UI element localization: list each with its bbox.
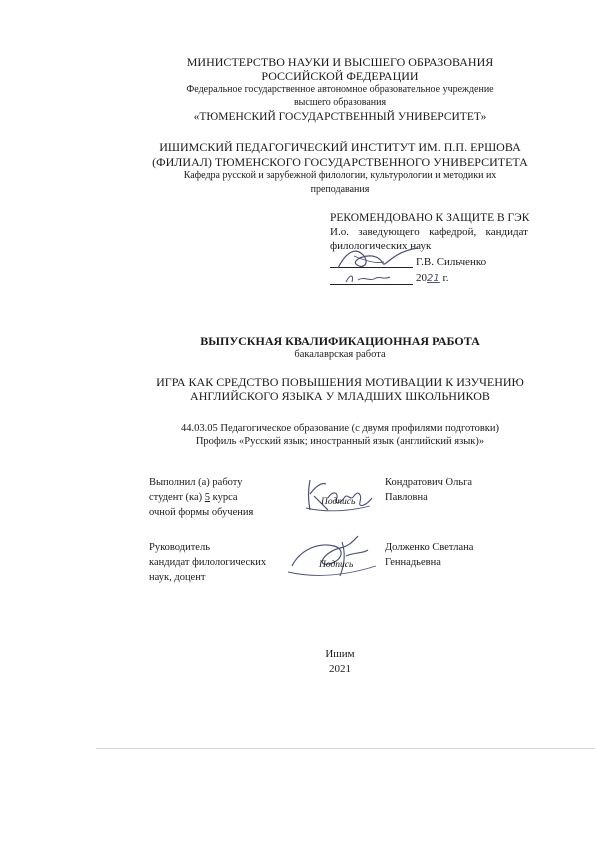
supervisor-signature-caption: Подпись	[319, 560, 354, 570]
department-line-2: преподавания	[310, 184, 370, 195]
supervisor-label-line-1: Руководитель	[149, 542, 210, 553]
program-line-2: Профиль «Русский язык; иностранный язык (английский язык)»	[195, 436, 485, 447]
author-label-line-3: очной формы обучения	[149, 507, 254, 518]
supervisor-name-line-1: Долженко Светлана	[385, 542, 474, 553]
author-name-line-2: Павловна	[385, 492, 428, 503]
ministry-line-2: РОССИЙСКОЙ ФЕДЕРАЦИИ	[261, 69, 419, 83]
work-title-line-2: АНГЛИЙСКОГО ЯЗЫКА У МЛАДШИХ ШКОЛЬНИКОВ	[190, 389, 490, 403]
work-title-line-1: ИГРА КАК СРЕДСТВО ПОВЫШЕНИЯ МОТИВАЦИИ К ИЗУЧЕНИЮ	[156, 375, 524, 389]
institute-line-2: (ФИЛИАЛ) ТЮМЕНСКОГО ГОСУДАРСТВЕННОГО УНИВЕРСИТЕТА	[152, 155, 528, 169]
author-signature-image	[300, 472, 376, 516]
author-label-suffix: курса	[212, 492, 238, 503]
approval-year-handwritten: 21	[427, 273, 440, 284]
supervisor-label-line-3: наук, доцент	[149, 572, 206, 583]
supervisor-signature-image	[284, 532, 384, 584]
university-name: «ТЮМЕНСКИЙ ГОСУДАРСТВЕННЫЙ УНИВЕРСИТЕТ»	[193, 111, 487, 123]
author-label-line-1: Выполнил (а) работу	[149, 477, 243, 488]
approval-year-prefix: 20	[416, 272, 427, 284]
author-course-number: 5	[204, 492, 211, 503]
supervisor-label-line-2: кандидат филологических	[149, 557, 267, 568]
institute-line-1: ИШИМСКИЙ ПЕДАГОГИЧЕСКИЙ ИНСТИТУТ ИМ. П.П. ЕРШОВА	[159, 140, 521, 154]
author-name-line-1: Кондратович Ольга	[385, 477, 473, 488]
program-line-1: 44.03.05 Педагогическое образование (с двумя профилями подготовки)	[180, 423, 499, 434]
author-label-prefix: студент (ка)	[149, 492, 203, 503]
approval-year	[416, 272, 449, 284]
institution-line-1: Федеральное государственное автономное образовательное учреждение	[186, 84, 494, 95]
approval-role-line-2: филологических наук	[330, 240, 432, 252]
approval-head-name: Г.В. Сильченко	[416, 256, 487, 268]
work-subtype: бакалаврская работа	[294, 349, 386, 360]
author-signature-caption: Подпись	[321, 497, 356, 507]
approval-title: РЕКОМЕНДОВАНО К ЗАЩИТЕ В ГЭК	[330, 212, 530, 224]
footer-year: 2021	[329, 663, 351, 675]
approval-role-line-1: И.о. заведующего кафедрой, кандидат	[330, 226, 528, 238]
footer-city: Ишим	[325, 648, 355, 660]
scan-edge-line	[96, 748, 595, 749]
approval-date-handwriting	[344, 270, 394, 286]
ministry-line-1: МИНИСТЕРСТВО НАУКИ И ВЫСШЕГО ОБРАЗОВАНИЯ	[186, 55, 494, 69]
institution-line-2: высшего образования	[293, 97, 387, 108]
work-type: ВЫПУСКНАЯ КВАЛИФИКАЦИОННАЯ РАБОТА	[200, 334, 480, 348]
approval-year-suffix: г.	[442, 272, 449, 284]
supervisor-name-line-2: Геннадьевна	[385, 557, 441, 568]
department-line-1: Кафедра русской и зарубежной филологии, культурологии и методики их	[183, 170, 497, 181]
author-label-line-2	[149, 492, 238, 503]
